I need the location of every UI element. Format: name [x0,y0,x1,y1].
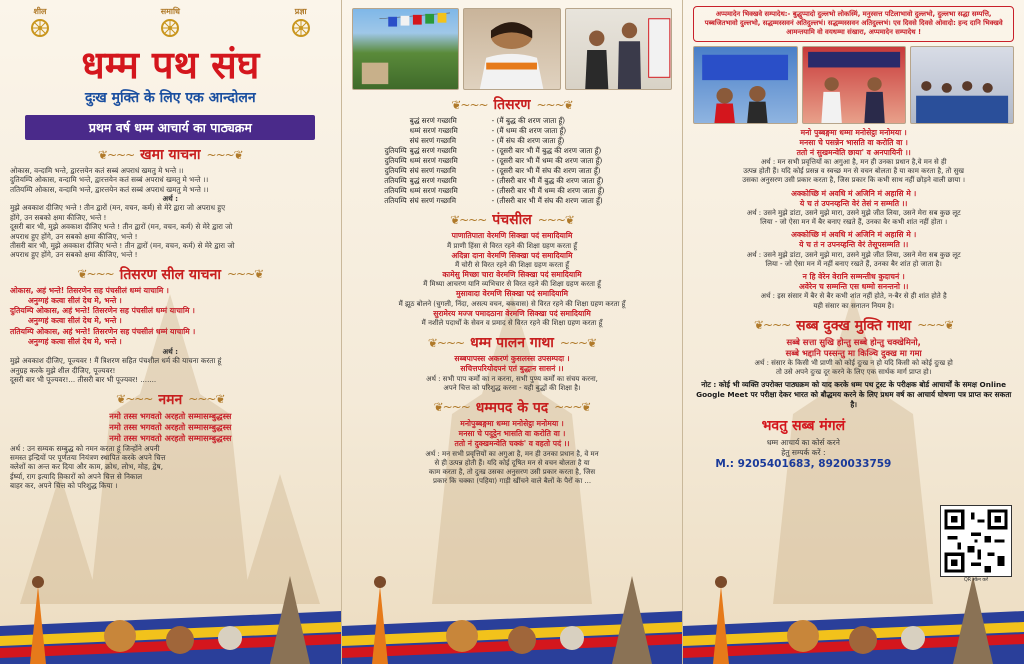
namana-artha-line: ईर्ष्या, राग इत्यादि विकारों को अपने चित्त से निकाल [10,471,143,481]
namana-artha-line: बाहर कर, अपने चित्त को परिशुद्ध किया । [10,481,118,491]
palana-line: सचित्तपरियोदपनं एतं बुद्धान सासनं ।। [460,364,564,374]
tisarana-cell: - (मैं धम्म की शरण जाता हूँ) [491,125,567,135]
verse4-line: अवेरेन च सम्मन्ति एस धम्मो सनन्तनो ।। [799,282,909,292]
sila-line: अनुग्गहं कत्वा सीलं देथ मे, भन्ते । [28,295,122,305]
palana-line: सब्बपापस्स अकरणं कुसलस्स उपसम्पदा । [454,354,570,364]
verse1-line: मनसा चे पसन्नेन भासति वा करोति वा । [799,137,908,147]
section-heading-tisarana: ❦~~~ तिसरण ~~~❦ [451,97,573,113]
namana-artha-line: क्लेशों का अन्त कर दिया और काम, क्रोध, लोभ, मोह, द्वेष, [10,462,163,472]
qr-code-icon[interactable] [940,505,1012,577]
sabba-artha-line: तो उसे अपने दुःख दूर करने के लिए एक सार्थक मार्ग प्राप्त हो। [776,368,932,377]
tisarana-cell: ततियम्पि [384,195,407,205]
pillar-label: समाधि [160,7,180,16]
khama-line: दुतियम्पि ओकास, वन्दामि भन्ते, द्वारत्तयेन कतं सब्बं अपराधं खमतु मे भन्ते ।। [10,175,209,185]
bottom-illustration [342,566,683,664]
tisarana-row [352,136,673,146]
artha-label: अर्थ : [162,347,179,357]
section-heading-dhammapada: ❦~~~ धम्मपद के पद ~~~❦ [433,399,591,416]
main-subtitle: दुःख मुक्ति के लिए एक आन्दोलन [85,90,256,106]
photo-row [352,8,673,90]
photo-two-men [565,8,673,90]
photo-woman-portrait [463,8,560,90]
course-banner: प्रथम वर्ष धम्म आचार्य का पाठ्यक्रम [25,115,315,140]
namana-line: नमो तस्स भगवतो अरहतो सम्मासम्बुद्धस्स [109,421,232,432]
tisarana-row [352,166,673,176]
verse3-artha-line: अर्थ : उसने मुझे डांटा, उसने मुझे मारा, उसने मुझे जीत लिया, उसने मेरा सब कुछ लूट [746,250,961,259]
section-heading-namana: ❦~~~ नमन ~~~❦ [116,391,225,408]
dhammapada-artha-line: काम करता है, तो दुःख उसका अनुसरण उसी प्रकार करता है, जिस [428,467,596,476]
tisarana-cell: ततियम्पि [384,175,407,185]
pancasila-pali: पाणातिपाता वेरमणि सिक्खा पदं समादियामि [451,231,573,241]
verse4-artha-line: यही संसार का सनातन नियम है। [813,301,895,310]
pancasila-pali: कामेसु मिच्छा चारा वेरमणि सिक्खा पदं समादियामि [442,270,582,280]
contact-block [693,416,913,470]
sabba-line: सब्बे भद्दानि पस्सन्तु मा किञ्चि दुक्ख मा गमा [785,347,922,358]
tisarana-cell [352,116,410,126]
sila-line: ओकास, अहं भन्ते! तिसरणेन सह पंचसीलं धम्मं याचामि । [10,285,169,295]
pancasila-hindi: मैं झूठ बोलने (चुगली, निंदा, असत्य वचन, बकवास) से विरत रहने की शिक्षा ग्रहण करता हूँ [398,299,626,308]
tisarana-cell: धम्मं सरणं गच्छामि [409,125,458,135]
tisarana-row [352,126,673,136]
tisarana-cell: संघं सरणं गच्छामि [409,165,457,175]
ornament-left: ❦~~~ [97,147,135,162]
pillar-label: प्रज्ञा [294,7,307,16]
verse1-artha-line: अर्थ : मन सभी प्रवृत्तियों का अगुआ है, मन ही उनका प्रधान है,वे मन से ही [760,158,947,167]
tisarana-cell: बुद्धं सरणं गच्छामि [409,116,457,125]
tisarana-cell: - (मैं बुद्ध की शरण जाता हूँ) [491,116,566,125]
tisarana-table [352,116,673,205]
namana-artha-line: अर्थ : उन सम्यक सम्बुद्ध को नमन करता हूं जिन्होंने अपनी [10,443,160,453]
khama-line: ततियम्पि ओकास, वन्दामि भन्ते, द्वारत्तयेन कतं सब्बं अपराधं खमतु मे भन्ते ।। [10,184,209,194]
tisarana-cell: ततियम्पि [384,185,407,195]
dhammapada-artha-line: से ही उत्पन्न होती हैं। यदि कोई दूषित मन से वचन बोलता है या [434,458,590,467]
panel-left [0,0,342,664]
photo-banner-event [693,46,797,124]
tisarana-cell [352,126,410,136]
dhamma-wheel-icon [159,17,181,39]
sila-artha-line: दूसरी बार भी पूज्यवर!... तीसरी बार भी पूज्यवर! ....... [10,375,157,385]
pancasila-hindi: मैं नशीले पदार्थों के सेवन व प्रमाद से विरत रहने की शिक्षा ग्रहण करता हूँ [421,319,603,328]
sila-artha-line: मुझे अवकाश दीजिए, पूज्यवर ! मैं त्रिशरण सहित पंचशील धर्म की याचना करता हूं [10,356,222,366]
pancasila-list [352,231,673,328]
sila-line: अनुग्गहं कत्वा सीलं देथ मे, भन्ते । [28,316,122,326]
qr-caption: QR स्कैन करें [964,578,989,583]
pancasila-pali: मुसावादा वेरमणि सिक्खा पदं समादियामि [456,289,568,299]
namana-line: नमो तस्स भगवतो अरहतो सम्मासम्बुद्धस्स [109,410,232,421]
khama-line: ओकास, वन्दामि भन्ते, द्वारत्तयेन कतं सब्बं अपराधं खमतु मे भन्ते ।। [10,166,184,175]
tisarana-cell: दुतियम्पि [384,165,407,175]
tisarana-cell: धम्मं सरणं गच्छामि [409,185,458,195]
pali-quote-box: अप्पमादेन भिक्खवे सम्पादेथ:- बुद्धुप्पादो दुल्लभो लोकस्मिं, मनुस्सत्त पटिलाभावो दुल्लभो, दुल्लभा सद्धा सम्पत्ति, पब्बजितभावो दुल्लभो, सद्धम्मस्सवनं अतिदुल्लभं। सद्धम्मस्सवन अतिदुल्लभं। एव दिवसे दिवसे ओवादो: हन्द दानि भिक्खवे आमन्तयामि वो वयधम्मा संखारा, अप्पमादेन सम्पादेथ ! [693,6,1014,42]
namana-artha-line: समस्त इन्द्रियों पर पूर्णतया नियंत्रण स्थापित करके अपने चित्त [10,453,166,463]
tisarana-cell: संघं सरणं गच्छामि [409,135,457,145]
sila-line: ततियम्पि ओकास, अहं भन्ते! तिसरणेन सह पंचसीलं धम्मं याचामि । [10,326,196,336]
tisarana-cell [352,136,410,146]
contact-line: धम्म आचार्य का कोर्स करने [766,438,840,448]
section-heading-pancasila: ❦~~~ पंचसील ~~~❦ [450,212,574,229]
verse1-artha-line: उत्पन्न होती हैं। यदि कोई प्रसन्न व स्वच्छ मन से वचन बोलता है या काम करता है, तो सुख [743,167,965,176]
verse2-line: अक्कोच्छि मं अवधि मं अजिनि मं अहासि मे । [791,188,917,198]
tisarana-cell: - (तीसरी बार भी मैं बुद्ध की शरण जाता हूँ) [491,175,604,185]
sila-line: अनुग्गहं कत्वा सीलं देथ मे, भन्ते । [28,336,122,346]
pillar-label: शील [33,7,47,16]
pancasila-pali: सुरामेरय मज्ज पमादठाना वेरमणि सिक्खा पदं समादियामि [433,308,591,318]
palana-artha-line: अर्थ : सभी पाप कर्मों का न करना, सभी पुण्य कर्मों का संचय करना, [426,374,598,383]
verse3-artha-line: लिया - जो ऐसा मन में नहीं बनाए रखते हैं, उनका बैर शांत हो जाता है। [765,259,942,268]
section-heading-khama: ❦~~~ खमा याचना ~~~❦ [97,147,243,163]
section-heading-tisarana-sila: ❦~~~ तिसरण सील याचना ~~~❦ [77,266,264,283]
bottom-illustration [0,566,341,664]
sabba-artha-line: अर्थ : संसार के किसी भी प्राणी को कोई दुःख न हो यदि किसी को कोई दुःख हो [754,359,953,368]
pancasila-hindi: मैं मिथ्या आचरण यानि व्यभिचार से विरत रहने की शिक्षा ग्रहण करता हूँ [423,280,601,289]
verse2-artha-line: अर्थ : उसने मुझे डांटा, उसने मुझे मारा, उसने मुझे जीत लिया, उसने मेरा सब कुछ लूट [746,209,961,218]
khama-artha-line: मुझे अवकाश दीजिए भन्ते ! तीन द्वारों (मन, वचन, कर्म) से मेरे द्वारा जो अपराध हुए [10,203,226,213]
dhamma-wheel-icon [290,17,312,39]
pillar-sila [10,6,70,39]
sila-artha-line: अनुग्रह करके मुझे शील दीजिए, पूज्यवर! [10,365,116,375]
sabba-line: सब्बे सत्ता सुखि होन्तु सब्बे होन्तु चक्खेमिनो, [786,336,921,347]
pancasila-hindi: मैं प्राणी हिंसा से विरत रहने की शिक्षा ग्रहण करता हूँ [447,241,578,250]
verse1-line: ततो नं सुखमन्वेति छाया' व अनपायिनी ।। [796,148,911,158]
tisarana-cell: धम्मं सरणं गच्छामि [409,155,458,165]
note-text: नोट : कोई भी व्यक्ति उपरोक्त पाठ्यक्रम को याद करके धम्म पथ ट्रस्ट के परीक्षक बोर्ड आचार्यों के समक्ष Online Google Meet पर परीक्षा देकर भारत को बौद्धमय करने के लिए प्रथम वर्ष का आचार्य घोषणा पत्र प्राप्त कर सकता है। [696,380,1012,410]
photo-classroom [910,46,1014,124]
verse3-line: अक्कोच्छि मं अवधि मं अजिनि मं अहासि मे । [791,230,917,240]
tisarana-cell: - (दूसरी बार भी मैं संघ की शरण जाता हूँ) [491,165,601,175]
pancasila-hindi: मैं चोरी से विरत रहने की शिक्षा ग्रहण करता हूँ [455,261,569,270]
tisarana-row [352,116,673,126]
contact-line: हेतु सम्पर्क करें : [781,447,826,457]
pancasila-pali: अदिन्ना दाना वेरमणि सिक्खा पदं समादियामि [451,250,573,260]
section-heading-dhamma-palana: ❦~~~ धम्म पालन गाथा ~~~❦ [427,335,597,352]
palana-artha-line: अपने चित्त को परिशुद्ध करना - यही बुद्धों की शिक्षा है। [443,383,581,392]
khama-artha-line: अपराध हुए होंगे, उन सबको क्षमा कीजिए, भन्ते ! [10,250,138,260]
dhammapada-line: मनसा चे पदुट्ठेन भासति वा करोति वा । [458,429,566,439]
three-pillars-row [10,6,331,44]
section-heading-sabba: ❦~~~ सब्ब दुक्ख मुक्ति गाथा ~~~❦ [753,317,954,334]
pillar-samadhi [140,6,200,39]
tisarana-row [352,156,673,166]
sila-line: दुतियम्पि ओकास, अहं भन्ते! तिसरणेन सह पंचसीलं धम्मं याचामि । [10,306,195,316]
panel-right [683,0,1024,664]
tisarana-cell: बुद्धं सरणं गच्छामि [409,145,457,155]
photo-row [693,46,1014,124]
tisarana-cell: - (दूसरी बार भी मैं धम्म की शरण जाता हूँ) [491,155,603,165]
tisarana-cell: दुतियम्पि [384,145,407,155]
main-title: धम्म पथ संघ [81,42,260,87]
verse1-artha-line: उसका अनुसरण उसी प्रकार करता है, जिस प्रकार कि कभी साथ नहीं छोड़ने वाली छाया । [742,176,966,185]
ornament-right: ~~~❦ [206,147,243,162]
panel-middle [342,0,684,664]
dhammapada-artha-line: प्रकार कि चक्का (पहिया) गाड़ी खींचने वाले बैलों के पैरों का ... [432,476,592,485]
tisarana-row [352,176,673,186]
dhammapada-artha-line: अर्थ : मन सभी प्रवृत्तियों का अगुआ है, मन ही उनका प्रधान है, वे मन [425,449,599,458]
khama-artha-line: अपराध हुए होंगे, उन सबको क्षमा कीजिए, भन्ते ! [10,231,138,241]
verse2-line: ये च तं उपनय्हन्ति वेरं तेसं न सम्मति ।। [799,198,908,208]
tisarana-cell: - (तीसरी बार भी मैं धम्म की शरण जाता हूँ) [491,185,605,195]
tisarana-row [352,146,673,156]
dhammapada-line: मनोपुब्बङ्गमा धम्मा मनोसेट्ठा मनोमया । [460,418,564,428]
dhamma-wheel-icon [29,17,51,39]
tisarana-row [352,186,673,196]
namana-line: नमो तस्स भगवतो अरहतो सम्मासम्बुद्धस्स [109,432,232,443]
tisarana-row [352,196,673,206]
verse2-artha-line: लिया - जो ऐसा मन में बैर बनाए रखते हैं, उनका बैर कभी शांत नहीं होता । [760,218,948,227]
pillar-pragya [271,6,331,39]
verse4-artha-line: अर्थ : इस संसार में बैर से बैर कभी शांत नहीं होते, न-बैर से ही शांत होते है [760,292,947,301]
photo-mountain-prayer-flags [352,8,460,90]
verse1-line: मनो पुब्बङ्गमा धम्मा मनोसेट्ठा मनोमया । [800,127,907,137]
khama-artha-line: तीसरी बार भी, मुझे अवकाश दीजिए भन्ते ! तीन द्वारों (मन, वचन, कर्म) से मेरे द्वारा जो [10,240,235,250]
tisarana-cell: बुद्धं सरणं गच्छामि [409,175,457,185]
artha-label: अर्थ : [162,194,179,204]
verse4-line: न हि वेरेन वेरानि सम्मन्तीध कुदाचनं । [802,271,905,281]
blessing-text: भवतु सब्ब मंगलं [761,418,846,435]
tisarana-cell: संघं सरणं गच्छामि [409,195,457,205]
phone-numbers[interactable]: M.: 9205401683, 8920033759 [715,457,892,470]
tisarana-cell: - (तीसरी बार भी मैं संघ की शरण जाता हूँ) [491,195,603,205]
khama-artha-line: दूसरी बार भी, मुझे अवकाश दीजिए भन्ते ! तीन द्वारों (मन, वचन, कर्म) से मेरे द्वारा जो [10,222,233,232]
verse3-line: ये च तं न उपनय्हन्ति वेरं तेसूपसम्मति ।। [799,240,909,250]
photo-award-ceremony [802,46,906,124]
tisarana-cell: दुतियम्पि [384,155,407,165]
tisarana-cell: - (दूसरी बार भी मैं बुद्ध की शरण जाता हूँ) [491,145,602,155]
khama-artha-line: होंगे, उन सबको क्षमा कीजिए, भन्ते ! [10,212,107,222]
dhammapada-line: ततो नं दुक्खमन्वेति चक्कं' व वहतो पदं ।। [454,439,570,449]
tisarana-cell: - (मैं संघ की शरण जाता हूँ) [491,135,565,145]
